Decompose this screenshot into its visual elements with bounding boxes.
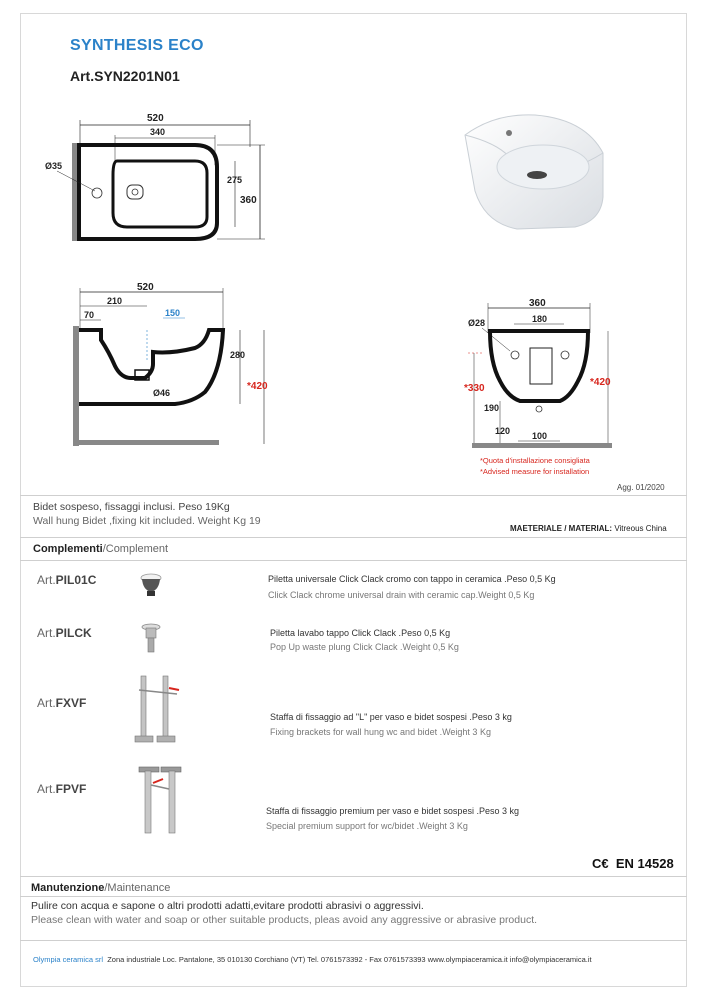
complement-en-fpvf: Special premium support for wc/bidet .Weight 3 Kg — [266, 821, 468, 831]
front-width-label: 360 — [529, 298, 546, 309]
install-note-en: *Advised measure for installation — [480, 467, 590, 476]
complement-en-pilck: Pop Up waste plung Click Clack .Weight 0,5 Kg — [270, 642, 459, 652]
code-value: PILCK — [55, 626, 92, 640]
front-inner-label: 180 — [532, 314, 548, 324]
complement-it-pilck: Piletta lavabo tappo Click Clack .Peso 0,5 Kg — [270, 628, 451, 638]
complement-en-fxvf: Fixing brackets for wall hung wc and bidet .Weight 3 Kg — [270, 727, 491, 737]
side-offset-70-label: 70 — [84, 310, 95, 320]
popup-waste-icon — [138, 622, 164, 654]
complement-code-fxvf — [37, 696, 86, 710]
complements-heading-en: /Complement — [102, 543, 169, 555]
front-height-330-label: *330 — [464, 383, 485, 394]
top-inner-depth-label: 275 — [227, 175, 243, 185]
side-height-420-label: *420 — [247, 381, 268, 392]
l-bracket-icon — [133, 672, 183, 748]
ce-certification — [592, 856, 674, 871]
code-value: FPVF — [55, 782, 87, 796]
footer-brand: Olympia ceramica srl — [33, 955, 104, 964]
side-width-label: 520 — [137, 282, 154, 293]
side-offset-210-label: 210 — [107, 296, 123, 306]
top-hole-label: Ø35 — [45, 161, 63, 171]
side-height-150-label: 150 — [165, 308, 181, 318]
code-prefix: Art. — [37, 782, 56, 796]
footer-address: Zona industriale Loc. Pantalone, 35 010130 Corchiano (VT) Tel. 0761573392 - Fax 0761573393 www.olympiaceramica.it info@olympiaceramica.it — [107, 955, 592, 964]
top-view-drawing — [35, 105, 285, 250]
maintenance-heading — [31, 882, 170, 894]
code-value: PIL01C — [55, 573, 97, 587]
divider-footer — [20, 940, 687, 941]
article-code: Art.SYN2201N01 — [70, 68, 180, 84]
maintenance-heading-en: /Maintenance — [104, 882, 171, 894]
complement-it-pil01c: Piletta universale Click Clack cromo con tappo in ceramica .Peso 0,5 Kg — [268, 574, 556, 584]
description-en: Wall hung Bidet ,fixing kit included. Weight Kg 19 — [33, 515, 261, 527]
description-it: Bidet sospeso, fissaggi inclusi. Peso 19Kg — [33, 501, 230, 513]
front-height-120-label: 120 — [495, 426, 511, 436]
side-height-280-label: 280 — [230, 350, 246, 360]
revision-date: Agg. 01/2020 — [617, 483, 665, 492]
install-note-it: *Quota d'installazione consigliata — [480, 456, 590, 465]
standard-label: EN 14528 — [615, 856, 674, 871]
side-drain-label: Ø46 — [153, 388, 171, 398]
side-view-drawing — [35, 280, 285, 450]
front-hole-label: Ø28 — [468, 318, 486, 328]
front-view-drawing — [460, 293, 620, 483]
front-width-100-label: 100 — [532, 431, 548, 441]
premium-support-icon — [133, 763, 185, 837]
complement-en-pil01c: Click Clack chrome universal drain with ceramic cap.Weight 0,5 Kg — [268, 590, 535, 600]
complement-code-pilck — [37, 626, 92, 640]
top-width-label: 520 — [147, 113, 164, 124]
bidet-product-image — [455, 105, 615, 235]
divider-maintenance — [20, 876, 687, 877]
complement-it-fxvf: Staffa di fissaggio ad "L" per vaso e bidet sospesi .Peso 3 kg — [270, 712, 512, 722]
top-inner-width-label: 340 — [150, 127, 166, 137]
front-height-420-label: *420 — [590, 377, 611, 388]
footer — [33, 955, 592, 964]
maintenance-en: Please clean with water and soap or other suitable products, pleas avoid any aggressive or abrasive product. — [31, 914, 538, 926]
complement-code-pil01c — [37, 573, 96, 587]
divider-maintenance-bottom — [20, 896, 687, 897]
code-prefix: Art. — [37, 696, 56, 710]
divider-description — [20, 537, 687, 538]
divider-top — [20, 495, 687, 496]
complements-heading-it: Complementi — [33, 543, 103, 555]
maintenance-heading-it: Manutenzione — [31, 882, 105, 894]
complements-heading — [33, 543, 168, 555]
material-value: Vitreous China — [614, 524, 667, 533]
divider-complements — [20, 560, 687, 561]
code-prefix: Art. — [37, 626, 56, 640]
product-title: SYNTHESIS ECO — [70, 37, 204, 54]
material-row — [510, 524, 667, 533]
maintenance-it: Pulire con acqua e sapone o altri prodotti adatti,evitare prodotti abrasivi o aggressivi. — [31, 900, 424, 912]
click-clack-drain-icon — [137, 572, 165, 598]
material-label: MAETERIALE / MATERIAL: — [510, 524, 613, 533]
code-value: FXVF — [55, 696, 87, 710]
front-height-190-label: 190 — [484, 403, 500, 413]
ce-mark-icon: C€ — [592, 856, 609, 871]
top-depth-label: 360 — [240, 195, 257, 206]
complement-code-fpvf — [37, 782, 86, 796]
complement-it-fpvf: Staffa di fissaggio premium per vaso e bidet sospesi .Peso 3 kg — [266, 806, 519, 816]
code-prefix: Art. — [37, 573, 56, 587]
